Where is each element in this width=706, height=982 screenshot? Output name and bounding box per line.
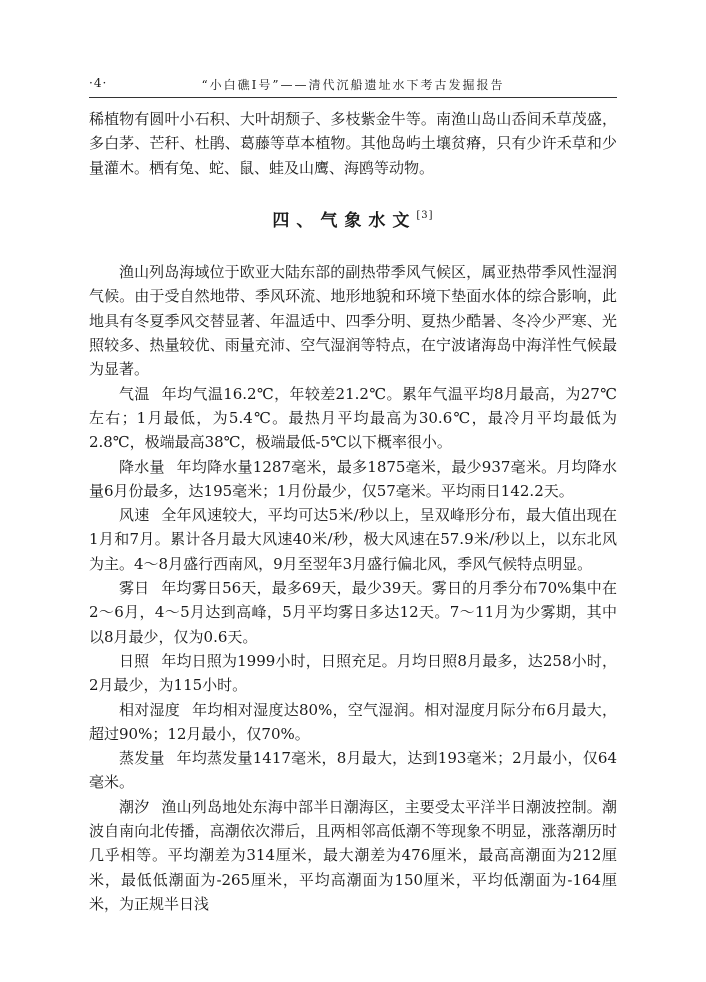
paragraph-term: 潮汐 bbox=[119, 797, 150, 816]
page-header bbox=[89, 73, 617, 95]
paragraph bbox=[89, 795, 617, 916]
paragraph-text: 全年风速较大，平均可达5米/秒以上，呈双峰形分布，最大值出现在1月和7月。累计各月最大风速40米/秒，极大风速在57.9米/秒以上，以东北风为主。4～8月盛行西南风，9月至翌年3月盛行偏北风，季风气候特点明显。 bbox=[89, 506, 617, 573]
page-number: ·4· bbox=[89, 76, 108, 90]
paragraph-text: 年均相对湿度达80%，空气湿润。相对湿度月际分布6月最大，超过90%；12月最小，仅70%。 bbox=[89, 700, 617, 743]
paragraph-term: 相对湿度 bbox=[119, 700, 181, 719]
paragraph-term: 气温 bbox=[119, 384, 150, 403]
paragraph bbox=[89, 698, 617, 747]
header-rule bbox=[89, 97, 617, 98]
paragraph-text: 年均气温16.2℃，年较差21.2℃。累年气温平均8月最高，为27℃左右；1月最低，为5.4℃。最热月平均最高为30.6℃，最冷月平均最低为2.8℃，极端最高38℃，极端最低-5℃以下概率很小。 bbox=[89, 384, 617, 452]
paragraph-text: 年均蒸发量1417毫米，8月最大，达到193毫米；2月最小，仅64毫米。 bbox=[89, 749, 617, 792]
paragraph-text: 年均降水量1287毫米，最多1875毫米，最少937毫米。月均降水量6月份最多，达195毫米；1月份最少，仅57毫米。平均雨日142.2天。 bbox=[89, 457, 617, 500]
paragraph-term: 蒸发量 bbox=[119, 749, 165, 768]
paragraph bbox=[89, 260, 617, 381]
paragraph-term: 风速 bbox=[119, 506, 150, 525]
paragraph bbox=[89, 576, 617, 649]
intro-paragraph: 稀植物有圆叶小石积、大叶胡颓子、多枝紫金牛等。南渔山岛山岙间禾草茂盛，多白茅、芒秆、杜鹃、葛藤等草本植物。其他岛屿土壤贫瘠，只有少许禾草和少量灌木。栖有兔、蛇、鼠、蛙及山鹰、海鸥等动物。 bbox=[89, 110, 617, 177]
paragraph-text: 渔山列岛地处东海中部半日潮海区，主要受太平洋半日潮波控制。潮波自南向北传播，高潮依次滞后，且两相邻高低潮不等现象不明显，涨落潮历时几乎相等。平均潮差为314厘米，最大潮差为476厘米，最高高潮面为212厘米，最低低潮面为-265厘米，平均高潮面为150厘米，平均低潮面为-164厘米，为正规半日浅 bbox=[89, 797, 617, 913]
paragraph bbox=[89, 503, 617, 576]
paragraph-text: 年均日照为1999小时，日照充足。月均日照8月最多，达258小时，2月最少，为115小时。 bbox=[89, 651, 617, 695]
paragraph-term: 日照 bbox=[119, 651, 150, 670]
section-reference: [3] bbox=[416, 209, 434, 221]
section-heading bbox=[89, 204, 617, 233]
paragraph bbox=[89, 649, 617, 698]
paragraph-term: 雾日 bbox=[119, 579, 150, 598]
paragraph-text: 渔山列岛海域位于欧亚大陆东部的副热带季风气候区，属亚热带季风性湿润气候。由于受自然地带、季风环流、地形地貌和环境下垫面水体的综合影响，此地具有冬夏季风交替显著、年温适中、四季分明、夏热少酷暑、冬冷少严寒、光照较多、热量较优、雨量充沛、空气湿润等特点，在宁波诸海岛中海洋性气候最为显著。 bbox=[89, 263, 617, 379]
paragraph bbox=[89, 746, 617, 795]
paragraph bbox=[89, 382, 617, 455]
running-title: “小白礁Ⅰ号”——清代沉船遗址水下考古发掘报告 bbox=[201, 78, 505, 92]
paragraph-text: 年均雾日56天，最多69天，最少39天。雾日的月季分布70%集中在2～6月，4～5月达到高峰，5月平均雾日多达12天。7～11月为少雾期，其中以8月最少，仅为0.6天。 bbox=[89, 579, 617, 646]
body-text bbox=[89, 107, 617, 916]
paragraph-term: 降水量 bbox=[119, 457, 165, 476]
paragraph bbox=[89, 455, 617, 504]
section-title: 四、气象水文 bbox=[272, 210, 417, 231]
